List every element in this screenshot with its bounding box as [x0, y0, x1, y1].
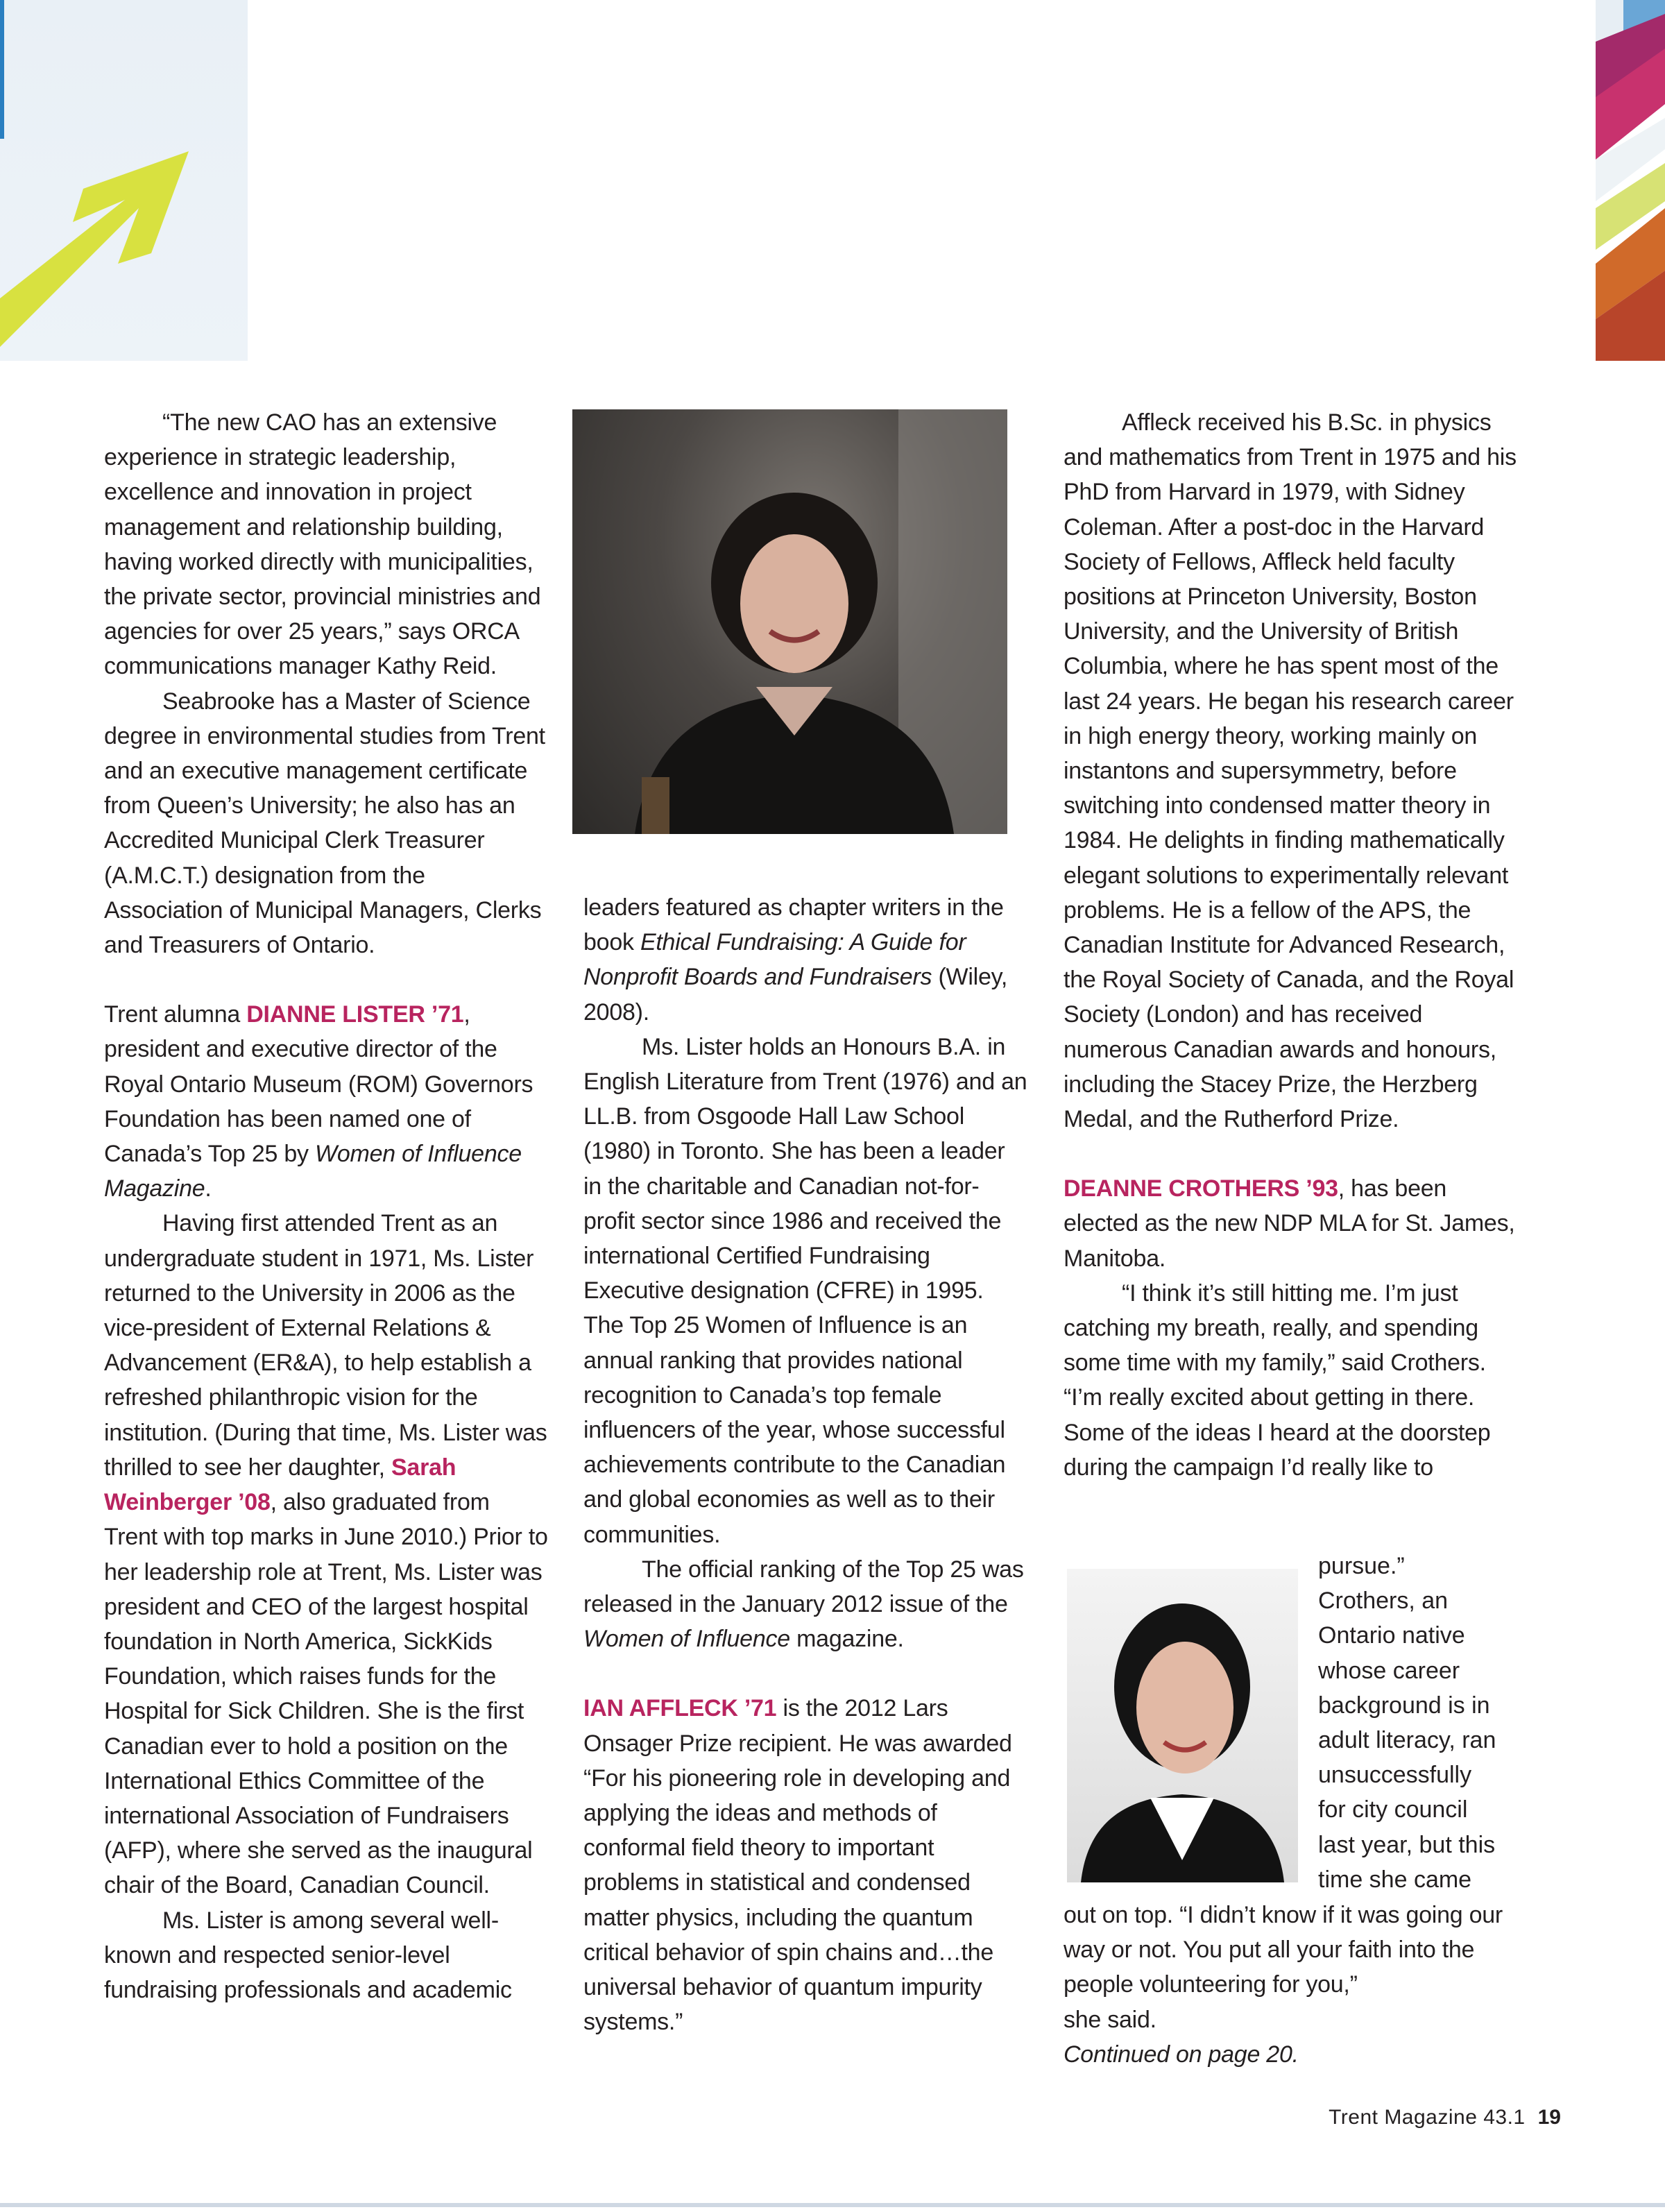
wrap-line: whose career	[1318, 1657, 1460, 1684]
crothers-wrap-text	[1318, 1549, 1526, 1897]
paragraph-lister-intro	[104, 997, 548, 1206]
header-stripes-graphic	[1596, 0, 1665, 361]
wrap-line: adult literacy, ran	[1318, 1727, 1496, 1754]
text-run: (Wiley, 2008).	[583, 964, 1008, 1026]
photo-deanne-crothers	[1067, 1569, 1298, 1882]
wrap-line: Crothers, an	[1318, 1588, 1449, 1615]
magazine-issue: Trent Magazine 43.1	[1329, 2106, 1526, 2129]
paragraph-crothers-quote: “I think it’s still hitting me. I’m just catching my breath, really, and spending some time with my family,” said Crothers. “I’m really excited about getting in there. Some of the ideas I heard at the doorstep during the campaign I’d really like to	[1064, 1279, 1491, 1481]
bottom-rule	[0, 2203, 1665, 2207]
paragraph-lister-history	[104, 1206, 548, 1903]
book-title: Ethical Fundraising: A Guide for Nonprofit Boards and Fundraisers	[583, 929, 966, 991]
text-run: .	[205, 1175, 212, 1202]
article-column-1	[104, 405, 548, 2007]
page-footer	[1329, 2106, 1561, 2129]
text-run: leaders featured as chapter writers in the book	[583, 894, 1004, 956]
header-blue-edge	[0, 0, 4, 139]
paragraph-crothers-intro	[1064, 1171, 1521, 1276]
name-dianne-lister: DIANNE LISTER ’71	[246, 1001, 464, 1028]
article-column-2	[583, 890, 1027, 2040]
name-deanne-crothers: DEANNE CROTHERS ’93	[1064, 1175, 1338, 1202]
header-graphic-panel	[0, 0, 248, 361]
paragraph-cao-quote: “The new CAO has an extensive experience in strategic leadership, excellence and innovation in project management and relationship building, having worked directly with municipalities, the private sector, provincial ministries and agencies for over 25 years,” says ORCA communications manager Kathy Reid.	[104, 409, 541, 680]
magazine-title: Women of Influence	[583, 1626, 790, 1653]
wrap-line: background is in	[1318, 1692, 1490, 1719]
name-ian-affleck: IAN AFFLECK ’71	[583, 1695, 777, 1722]
wrap-line: time she came	[1318, 1866, 1472, 1893]
arrow-up-right-icon	[0, 139, 248, 361]
name-sarah-weinberger: Sarah Weinberger ’08	[104, 1454, 456, 1516]
paragraph-crothers-tail: out on top. “I didn’t know if it was going our way or not. You put all your faith into the people volunteering for you,”	[1064, 1902, 1503, 1998]
text-run: , has been elected as the new NDP MLA for St. James, Manitoba.	[1064, 1175, 1515, 1272]
continued-notice: Continued on page 20.	[1064, 2041, 1299, 2068]
wrap-line: pursue.”	[1318, 1553, 1405, 1579]
paragraph-seabrooke: Seabrooke has a Master of Science degree in environmental studies from Trent and an executive management certificate from Queen’s University; he also has an Accredited Municipal Clerk Treasurer (A.M.C.T.) designation from the Association of Municipal Managers, Clerks and Treasurers of Ontario.	[104, 688, 545, 959]
text-run: Trent alumna	[104, 1001, 247, 1028]
paragraph-lister-book	[583, 890, 1027, 1030]
text-run: is the 2012 Lars Onsager Prize recipient. He was awarded “For his pioneering role in developing and applying the ideas and methods of conformal field theory to important problems in statistical and condensed matter physics, including the quantum critical behavior of spin chains and…the universal behavior of quantum impurity systems.”	[583, 1695, 1012, 2036]
page-number: 19	[1537, 2106, 1561, 2129]
text-run: , president and executive director of the Royal Ontario Museum (ROM) Governors Foundation has been named one of Canada’s Top 25 by	[104, 1001, 533, 1168]
paragraph-affleck-prize	[583, 1691, 1027, 2039]
paragraph-crothers-said: she said.	[1064, 2006, 1156, 2033]
wrap-line: unsuccessfully	[1318, 1762, 1472, 1789]
portrait-illustration	[1067, 1569, 1298, 1882]
paragraph-affleck-bio: Affleck received his B.Sc. in physics and mathematics from Trent in 1975 and his PhD from Harvard in 1979, with Sidney Coleman. After a post-doc in the Harvard Society of Fellows, Affleck held faculty positions at Princeton University, Boston University, and the University of British Columbia, where he has spent most of the last 24 years. He began his research career in high energy theory, working mainly on instantons and supersymmetry, before switching into condensed matter theory in 1984. He delights in finding mathematically elegant solutions to experimentally relevant problems. He is a fellow of the APS, the Canadian Institute for Advanced Research, the Royal Society of Canada, and the Royal Society (London) and has received numerous Canadian awards and honours, including the Stacey Prize, the Herzberg Medal, and the Rutherford Prize.	[1064, 409, 1517, 1133]
paragraph-lister-leaders: Ms. Lister is among several well-known and respected senior-level fundraising professionals and academic	[104, 1907, 512, 2003]
photo-dianne-lister	[572, 409, 1007, 834]
article-column-3	[1064, 405, 1521, 1485]
crothers-tail-text	[1064, 1898, 1521, 2072]
wrap-line: last year, but this	[1318, 1831, 1496, 1858]
text-run: , also graduated from Trent with top marks in June 2010.) Prior to her leadership role at Trent, Ms. Lister was president and CEO of the largest hospital foundation in North America, SickKids Foundation, which raises funds for the Hospital for Sick Children. She is the first Canadian ever to hold a position on the International Ethics Committee of the international Association of Fundraisers (AFP), where she served as the inaugural chair of the Board, Canadian Council.	[104, 1489, 548, 1899]
text-run: The official ranking of the Top 25 was released in the January 2012 issue of the	[583, 1556, 1024, 1618]
magazine-title: Women of Influence Magazine	[104, 1141, 522, 1202]
wrap-line: for city council	[1318, 1796, 1468, 1823]
text-run: magazine.	[789, 1626, 904, 1653]
wrap-line: Ontario native	[1318, 1622, 1465, 1649]
paragraph-lister-education: Ms. Lister holds an Honours B.A. in English Literature from Trent (1976) and an LL.B. from Osgoode Hall Law School (1980) in Toronto. She has been a leader in the charitable and Canadian not-for-profit sector since 1986 and received the international Certified Fundraising Executive designation (CFRE) in 1995. The Top 25 Women of Influence is an annual ranking that provides national recognition to Canada’s top female influencers of the year, whose successful achievements contribute to the Canadian and global economies as well as to their communities.	[583, 1033, 1027, 1548]
paragraph-top25-ranking	[583, 1552, 1027, 1657]
portrait-illustration	[572, 409, 1007, 834]
text-run: Having first attended Trent as an undergraduate student in 1971, Ms. Lister returned to the University in 2006 as the vice-president of External Relations & Advancement (ER&A), to help establish a refreshed philanthropic vision for the institution. (During that time, Ms. Lister was thrilled to see her daughter,	[104, 1210, 547, 1481]
